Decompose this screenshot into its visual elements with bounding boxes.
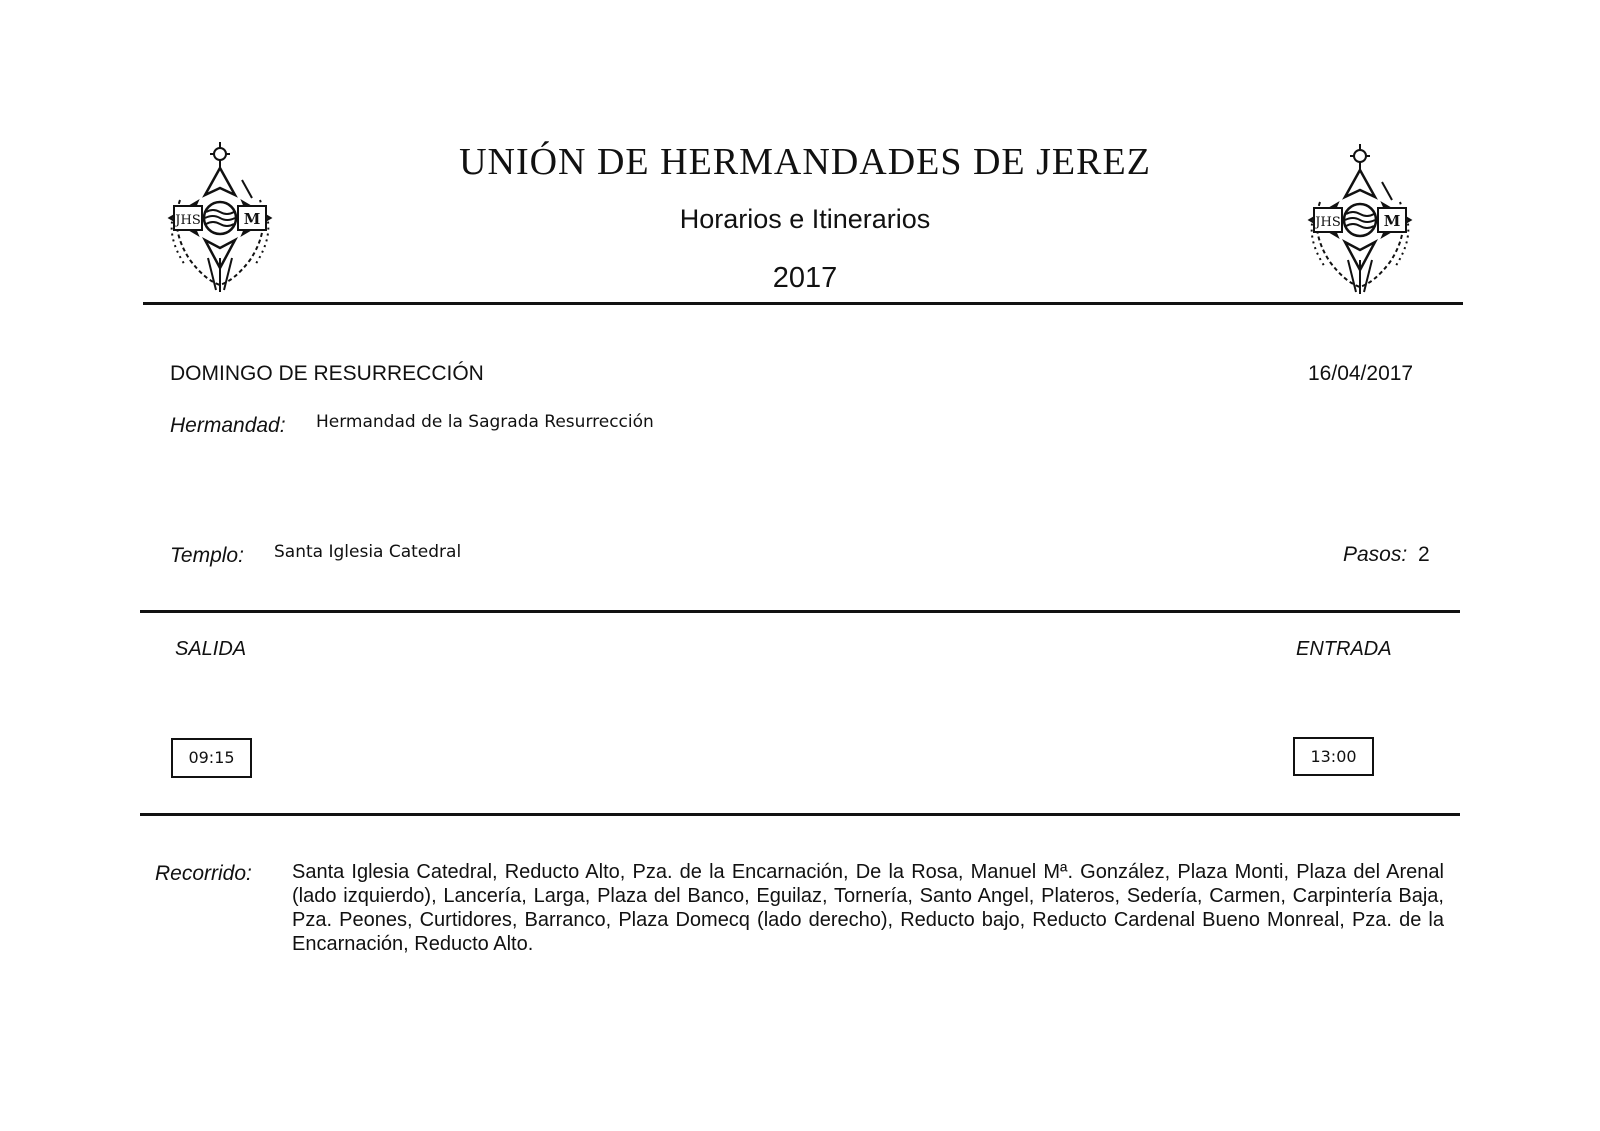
page-subtitle: Horarios e Itinerarios xyxy=(679,204,931,234)
svg-text:M: M xyxy=(1383,212,1401,230)
page-title: UNIÓN DE HERMANDADES DE JEREZ xyxy=(459,141,1151,183)
info-divider xyxy=(140,610,1460,613)
hermandad-value: Hermandad de la Sagrada Resurrección xyxy=(316,412,654,432)
header-divider xyxy=(143,302,1463,305)
recorrido-label: Recorrido: xyxy=(155,862,252,885)
recorrido-value: Santa Iglesia Catedral, Reducto Alto, Pza. de la Encarnación, De la Rosa, Manuel Mª. González, Plaza Monti, Plaza del Arenal (lado izquierdo), Lancería, Larga, Plaza del Banco, Eguilaz, Tornería, Santo Angel, Plateros, Sedería, Carmen, Carpintería Baja, Pza. Peones, Curtidores, Barranco, Plaza Domecq (lado derecho), Reducto bajo, Reducto Cardenal Bueno Monreal, Pza. de la Encarnación, Reducto Alto. xyxy=(292,861,1444,955)
pasos-value: 2 xyxy=(1418,543,1430,566)
pasos-label: Pasos: xyxy=(1343,543,1408,566)
day-label: DOMINGO DE RESURRECCIÓN xyxy=(170,362,484,385)
templo-value: Santa Iglesia Catedral xyxy=(274,542,462,562)
templo-label: Templo: xyxy=(170,544,244,567)
year-label: 2017 xyxy=(772,262,838,294)
svg-text:JHS: JHS xyxy=(175,213,201,228)
svg-text:M: M xyxy=(243,210,261,228)
date-label: 16/04/2017 xyxy=(1308,362,1414,385)
hermandad-label: Hermandad: xyxy=(170,414,286,437)
svg-text:JHS: JHS xyxy=(1315,215,1341,230)
entrada-time-box: 13:00 xyxy=(1293,737,1374,776)
entrada-label: ENTRADA xyxy=(1296,638,1392,660)
schedule-divider xyxy=(140,813,1460,816)
salida-label: SALIDA xyxy=(175,638,247,660)
salida-time-box: 09:15 xyxy=(171,738,252,778)
